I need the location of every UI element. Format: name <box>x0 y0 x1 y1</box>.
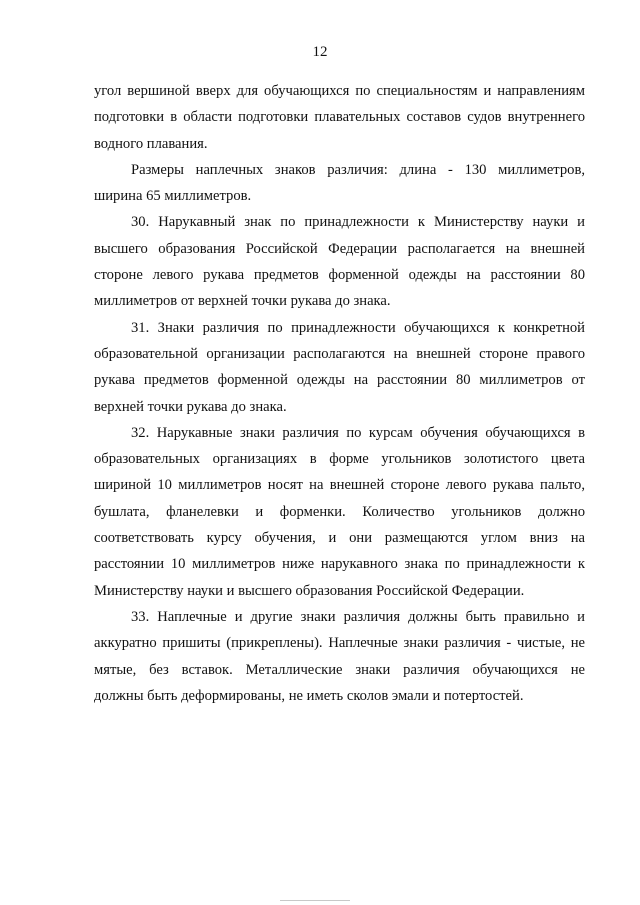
text-line: аккуратно пришиты (прикреплены). Наплечные знаки различия - чистые, не <box>94 635 585 652</box>
text-line: угол вершиной вверх для обучающихся по специальностям и направлениям <box>94 83 585 99</box>
paragraph-30 <box>94 209 585 314</box>
text-line: должны быть деформированы, не иметь сколов эмали и потертостей. <box>94 687 524 704</box>
text-line: рукава предметов форменной одежды на расстоянии 80 миллиметров от <box>94 372 585 389</box>
paragraph-shoulder-sizes <box>94 157 585 210</box>
paragraph-continuation <box>94 78 585 157</box>
paragraph-32 <box>94 420 585 604</box>
text-line: расстоянии 10 миллиметров ниже нарукавного знака по принадлежности к <box>94 556 585 573</box>
text-line: водного плавания. <box>94 135 208 152</box>
text-line: стороне левого рукава предметов форменной одежды на расстоянии 80 <box>94 267 585 284</box>
paragraph-31 <box>94 315 585 420</box>
text-line: миллиметров от верхней точки рукава до знака. <box>94 293 391 310</box>
text-line: высшего образования Российской Федерации располагается на внешней <box>94 240 585 257</box>
text-line: мятые, без вставок. Металлические знаки различия обучающихся не <box>94 661 585 678</box>
text-line: 30. Нарукавный знак по принадлежности к Министерству науки и <box>131 214 585 231</box>
text-line: подготовки в области подготовки плавательных составов судов внутреннего <box>94 109 585 126</box>
document-body <box>94 78 585 709</box>
text-line: бушлата, фланелевки и форменки. Количество угольников должно <box>94 503 585 520</box>
text-line: Размеры наплечных знаков различия: длина - 130 миллиметров, <box>131 161 585 178</box>
text-line: образовательной организации располагаются на внешней стороне правого <box>94 345 585 362</box>
text-line: шириной 10 миллиметров носят на внешней стороне левого рукава пальто, <box>94 477 585 494</box>
text-line: образовательных организациях в форме угольников золотистого цвета <box>94 451 585 468</box>
text-line: ширина 65 миллиметров. <box>94 188 252 205</box>
scan-edge-mark <box>280 900 350 901</box>
paragraph-33 <box>94 604 585 709</box>
text-line: верхней точки рукава до знака. <box>94 398 287 415</box>
text-line: 31. Знаки различия по принадлежности обучающихся к конкретной <box>131 319 585 336</box>
text-line: 33. Наплечные и другие знаки различия должны быть правильно и <box>131 608 585 625</box>
text-line: Министерству науки и высшего образования Российской Федерации. <box>94 582 525 599</box>
text-line: 32. Нарукавные знаки различия по курсам обучения обучающихся в <box>131 424 585 441</box>
page-number: 12 <box>312 44 328 60</box>
text-line: соответствовать курсу обучения, и они размещаются углом вниз на <box>94 530 585 547</box>
